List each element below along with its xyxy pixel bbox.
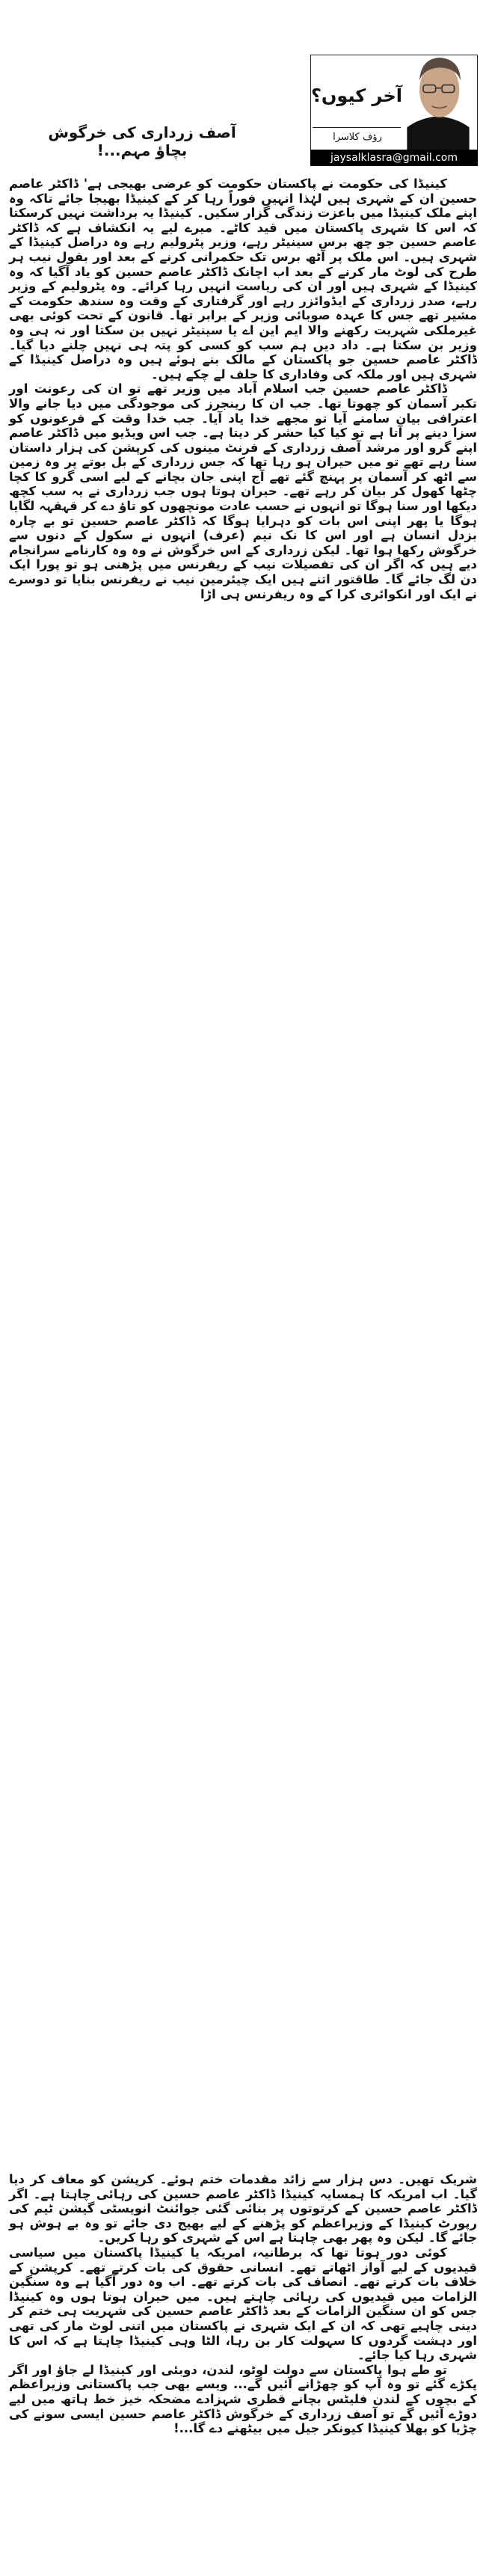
column-name: آخر کیوں؟ bbox=[310, 85, 402, 106]
article-body-end bbox=[9, 2172, 477, 2436]
article-title: آصف زرداری کی خرگوش بچاؤ مہم...! bbox=[48, 123, 236, 159]
divider bbox=[313, 127, 401, 128]
paragraph: تو طے ہوا پاکستان سے دولت لوٹو، لندن، دوبئی اور کینیڈا لے جاؤ اور اگر پکڑے گئے تو وہ آپ کو چھڑانے آئیں گے... ویسے بھی جب پاکستانی وزیراعظم کے بچوں کے لندن فلیٹس بچانے قطری شہزادے مضحکہ خیز خط ہاتھ میں لیے دوڑے آئیں گے تو آصف زرداری کے خرگوش ڈاکٹر عاصم حسین ایسی سونے کی چڑیا کو بھلا کینیڈا کیونکر جیل میں بیٹھنے دے گا...! bbox=[9, 2362, 477, 2436]
paragraph: کوئی دور ہوتا تھا کہ برطانیہ، امریکہ یا کینیڈا پاکستان میں سیاسی قیدیوں کے لیے آواز اٹھاتے تھے۔ انسانی حقوق کی بات کرتے تھے۔ کرپشن کے خلاف بات کرتے تھے۔ انصاف کی بات کرتے تھے۔ اب وہ دور آگیا ہے وہ سنگین الزامات میں قیدیوں کی رہائی چاہتے ہیں۔ میں حیران ہوتا ہوں وہ کینیڈا جس کو ان سنگین الزامات کے بعد ڈاکٹر عاصم حسین کی شہریت ہی ختم کر دینی چاہیے تھی کہ ان کے ایک شہری نے پاکستان میں اتنی لوٹ مار کی تھی اور دہشت گردوں کا سہولت کار بن رہا، الٹا وہی کینیڈا چاہتا ہے کہ اس کا شہری رہا کیا جائے۔ bbox=[9, 2245, 477, 2363]
article-body-start bbox=[9, 177, 477, 601]
paragraph: شریک تھیں۔ دس ہزار سے زائد مقدمات ختم ہوئے۔ کرپشن کو معاف کر دیا گیا۔ اب امریکہ کا ہمسایہ کینیڈا ڈاکٹر عاصم حسین کی رہائی چاہتا ہے۔ اگر ڈاکٹر عاصم حسین کے کرتوتوں پر بنائی گئی جوائنٹ انویسٹی گیشن ٹیم کی رپورٹ کینیڈا کے وزیراعظم کو پڑھنے کے لیے بھیج دی جائے تو وہ بے ہوش ہو جائے گا۔ لیکن وہ پھر بھی چاہتا ہے اس کے شہری کو رہا کریں۔ bbox=[9, 2172, 477, 2245]
author-email[interactable]: jaysalklasra@gmail.com bbox=[310, 150, 478, 166]
paragraph: کینیڈا کی حکومت نے پاکستان حکومت کو عرضی بھیجی ہے' ڈاکٹر عاصم حسین ان کے شہری ہیں لہٰذا انہیں فوراً رہا کر کے کینیڈا بھیجا جائے تاکہ وہ اپنے ملک کینیڈا میں باعزت زندگی گزار سکیں۔ کینیڈا یہ برداشت نہیں کرسکتا کہ اس کا شہری پاکستان میں قید کاٹے۔ میرے لیے یہ انکشاف ہے کہ ڈاکٹر عاصم حسین جو چھ برس سینیٹر رہے، وزیر پٹرولیم رہے وہ دراصل کینیڈا کے شہری ہیں۔ اس ملک پر آٹھ برس تک حکمرانی کرنے کے بعد اور بقول نیب ہر طرح کی لوٹ مار کرنے کے بعد اب اچانک ڈاکٹر عاصم حسین کو یاد آگیا کہ وہ کینیڈا کے شہری ہیں اور ان کی ریاست انہیں رہا کرائے۔ وہ پٹرولیم کے وزیر رہے، صدر زرداری کے ایڈوائزر رہے اور گرفتاری کے وقت وہ سندھ حکومت کے مشیر تھے جس کا عہدہ صوبائی وزیر کے برابر تھا۔ قانون کے تحت کوئی بھی غیرملکی شہریت رکھنے والا ایم این اے یا سینیٹر نہیں بن سکتا اور نہ ہی وہ وزیر بن سکتا ہے۔ داد دیں ہم سب کو کسی کو پتہ ہی نہیں چلنے دیا گیا۔ ڈاکٹر عاصم حسین جو پاکستان کے مالک بنے ہوئے ہیں وہ دراصل کینیڈا کے شہری ہیں اور ملکہ کی وفاداری کا حلف لے چکے ہیں۔ bbox=[9, 177, 477, 381]
column-header bbox=[310, 55, 478, 150]
author-name: رؤف کلاسرا bbox=[333, 132, 382, 143]
author-photo bbox=[401, 46, 476, 150]
paragraph: ڈاکٹر عاصم حسین جب اسلام آباد میں وزیر تھے تو ان کی رعونت اور تکبر آسمان کو چھوتا تھا۔ جب ان کا رینجرز کی موجودگی میں دیا جانے والا اعترافی بیان سامنے آیا تو مجھے خدا یاد آیا۔ جب خدا وقت کے فرعونوں کو سزا دینے پر آتا ہے تو کیا کیا حشر کر دیتا ہے۔ جب اس ویڈیو میں ڈاکٹر عاصم اپنے گرو اور مرشد آصف زرداری کے فرنٹ مینوں کی کرپشن کی ہزار داستان سنا رہے تھے تو میں حیران ہو رہا تھا کہ جس زرداری کے بل بوتے پر وہ زمین سے اٹھ کر آسمان پر پہنچ گئے تھے آج اپنی جان بچانے کے لیے اسی گرو کا کچا چٹھا کھول کر بیان کر رہے تھے۔ حیران ہوتا ہوں جب زرداری نے یہ سب کچھ دیکھا اور سنا ہوگا تو انہوں نے حسب عادت مونچھوں کو تاؤ دے کر قہقہہ لگایا ہوگا یا پھر اپنی اس بات کو دہرایا ہوگا کہ ڈاکٹر عاصم حسین تو بے چارہ بزدل انسان ہے اور اس کا نک نیم (عرف) انہوں نے سکول کے دنوں سے خرگوش رکھا ہوا تھا۔ لیکن زرداری کے اس خرگوش نے وہ وہ کارنامے سرانجام دیے ہیں کہ اگر ان کی تفصیلات نیب کے ریفرنس میں پڑھنی ہو تو پورا ایک دن لگ جائے گا۔ طاقتور اتنے ہیں ایک چیئرمین نیب نے ریفرنس بنایا تو دوسرے نے ایک اور انکوائری کرا کے وہ ریفرنس ہی اڑا bbox=[9, 381, 477, 601]
